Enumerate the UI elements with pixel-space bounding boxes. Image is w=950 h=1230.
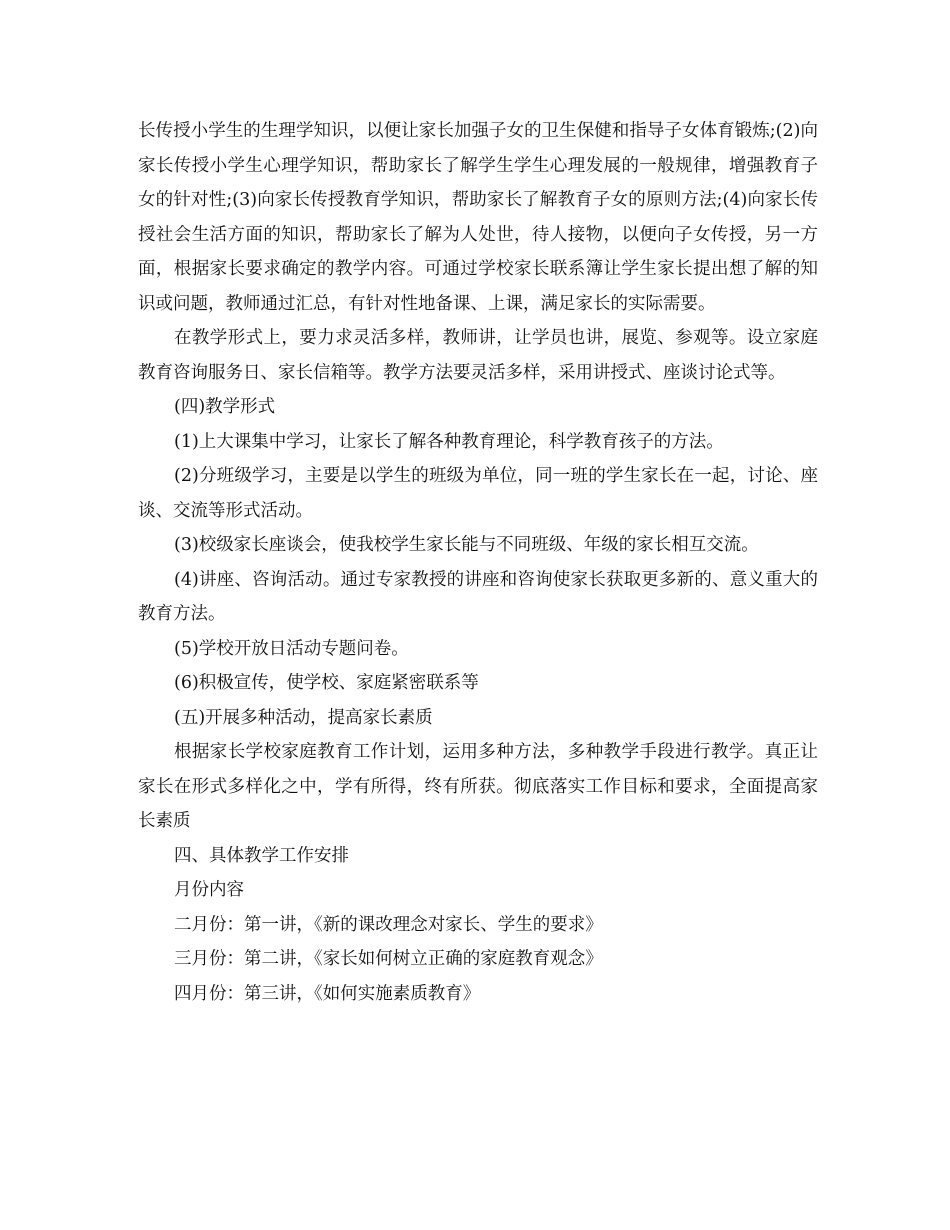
schedule-row-february: 二月份：第一讲，《新的课改理念对家长、学生的要求》 — [174, 914, 603, 935]
list-item-3: (3)校级家长座谈会，使我校学生家长能与不同班级、年级的家长相互交流。 — [174, 535, 759, 555]
section-heading-schedule: 四、具体教学工作安排 — [174, 845, 349, 866]
paragraph-continued-knowledge: 长传授小学生的生理学知识，以便让家长加强子女的卫生保健和指导子女体育锻炼;(2)向家长传授小学生心理学知识，帮助家长了解学生学生心理发展的一般规律，增强教育子女的针对性;(3)向家长传授教育学知识，帮助家长了解教育子女的原则方法;(4)向家长传授社会生活方面的知识，帮助家长了解为人处世，待人接物，以便向子女传授，另一方面，根据家长要求确定的教学内容。可通过学校家长联系簿让学生家长提出想了解的知识或问题，教师通过汇总，有针对性地备课、上课，满足家长的实际需要。 — [138, 121, 818, 314]
paragraph-activities: 根据家长学校家庭教育工作计划，运用多种方法，多种教学手段进行教学。真正让家长在形式多样化之中，学有所得，终有所获。彻底落实工作目标和要求，全面提高家长素质 — [138, 742, 818, 831]
list-item-2: (2)分班级学习，主要是以学生的班级为单位，同一班的学生家长在一起，讨论、座谈、交流等形式活动。 — [138, 466, 818, 521]
list-item-6: (6)积极宣传，使学校、家庭紧密联系等 — [174, 673, 479, 693]
list-item-4: (4)讲座、咨询活动。通过专家教授的讲座和咨询使家长获取更多新的、意义重大的教育方法。 — [138, 569, 818, 624]
paragraph-teaching-form-intro: 在教学形式上，要力求灵活多样，教师讲，让学员也讲，展览、参观等。设立家庭教育咨询服务日、家长信箱等。教学方法要灵活多样，采用讲授式、座谈讨论式等。 — [138, 328, 818, 383]
section-heading-teaching-form: (四)教学形式 — [174, 397, 276, 417]
list-item-5: (5)学校开放日活动专题问卷。 — [174, 638, 409, 659]
schedule-header: 月份内容 — [174, 880, 244, 900]
schedule-row-april: 四月份：第三讲，《如何实施素质教育》 — [174, 983, 481, 1004]
schedule-row-march: 三月份：第二讲，《家长如何树立正确的家庭教育观念》 — [174, 949, 603, 969]
list-item-1: (1)上大课集中学习，让家长了解各种教育理论，科学教育孩子的方法。 — [174, 431, 724, 452]
section-heading-activities: (五)开展多种活动，提高家长素质 — [174, 707, 433, 728]
document-body — [138, 114, 818, 1011]
